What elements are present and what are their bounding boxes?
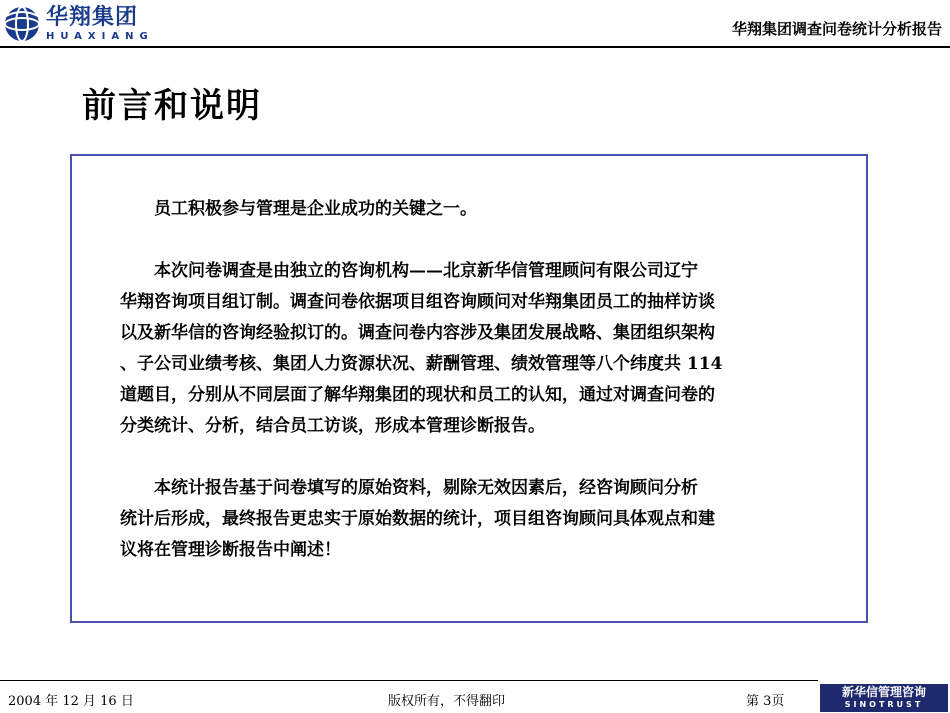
footer-date: 2004 年 12 月 16 日 bbox=[8, 694, 134, 709]
huaxiang-logo bbox=[2, 4, 162, 44]
footer-divider bbox=[0, 680, 818, 681]
sinotrust-logo-chinese: 新华信管理咨询 bbox=[841, 685, 926, 699]
paragraph-1 bbox=[120, 194, 820, 225]
sinotrust-logo-english: SINOTRUST bbox=[844, 700, 924, 709]
page-number: 第 3页 bbox=[746, 694, 785, 709]
page-header bbox=[0, 0, 950, 48]
footer-copyright: 版权所有，不得翻印 bbox=[388, 694, 506, 709]
logo-chinese-name: 华翔集团 bbox=[46, 5, 139, 30]
report-title: 华翔集团调查问卷统计分析报告 bbox=[731, 20, 942, 38]
paragraph-2 bbox=[120, 256, 820, 442]
content-box bbox=[70, 154, 868, 623]
sinotrust-logo bbox=[820, 684, 948, 712]
paragraph-line: 华翔咨询项目组订制。调查问卷依据项目组咨询顾问对华翔集团员工的抽样访谈 bbox=[120, 292, 715, 312]
header-divider bbox=[0, 46, 950, 48]
paragraph-line: 以及新华信的咨询经验拟订的。调查问卷内容涉及集团发展战略、集团组织架构 bbox=[120, 323, 715, 343]
paragraph-line: 、子公司业绩考核、集团人力资源状况、薪酬管理、绩效管理等八个纬度共 114 bbox=[120, 354, 723, 374]
paragraph-line: 员工积极参与管理是企业成功的关键之一。 bbox=[154, 199, 477, 219]
page-title: 前言和说明 bbox=[82, 86, 262, 126]
paragraph-line: 议将在管理诊断报告中阐述！ bbox=[120, 540, 341, 560]
paragraph-line: 本统计报告基于问卷填写的原始资料，剔除无效因素后，经咨询顾问分析 bbox=[154, 478, 698, 498]
globe-icon bbox=[2, 4, 42, 44]
content-text bbox=[120, 194, 820, 566]
paragraph-3 bbox=[120, 473, 820, 566]
logo-english-name: HUAXIANG bbox=[46, 31, 154, 42]
paragraph-line: 分类统计、分析，结合员工访谈，形成本管理诊断报告。 bbox=[120, 416, 545, 436]
paragraph-line: 统计后形成，最终报告更忠实于原始数据的统计，项目组咨询顾问具体观点和建 bbox=[120, 509, 715, 529]
paragraph-line: 道题目，分别从不同层面了解华翔集团的现状和员工的认知，通过对调查问卷的 bbox=[120, 385, 715, 405]
paragraph-line: 本次问卷调查是由独立的咨询机构——北京新华信管理顾问有限公司辽宁 bbox=[154, 261, 698, 281]
